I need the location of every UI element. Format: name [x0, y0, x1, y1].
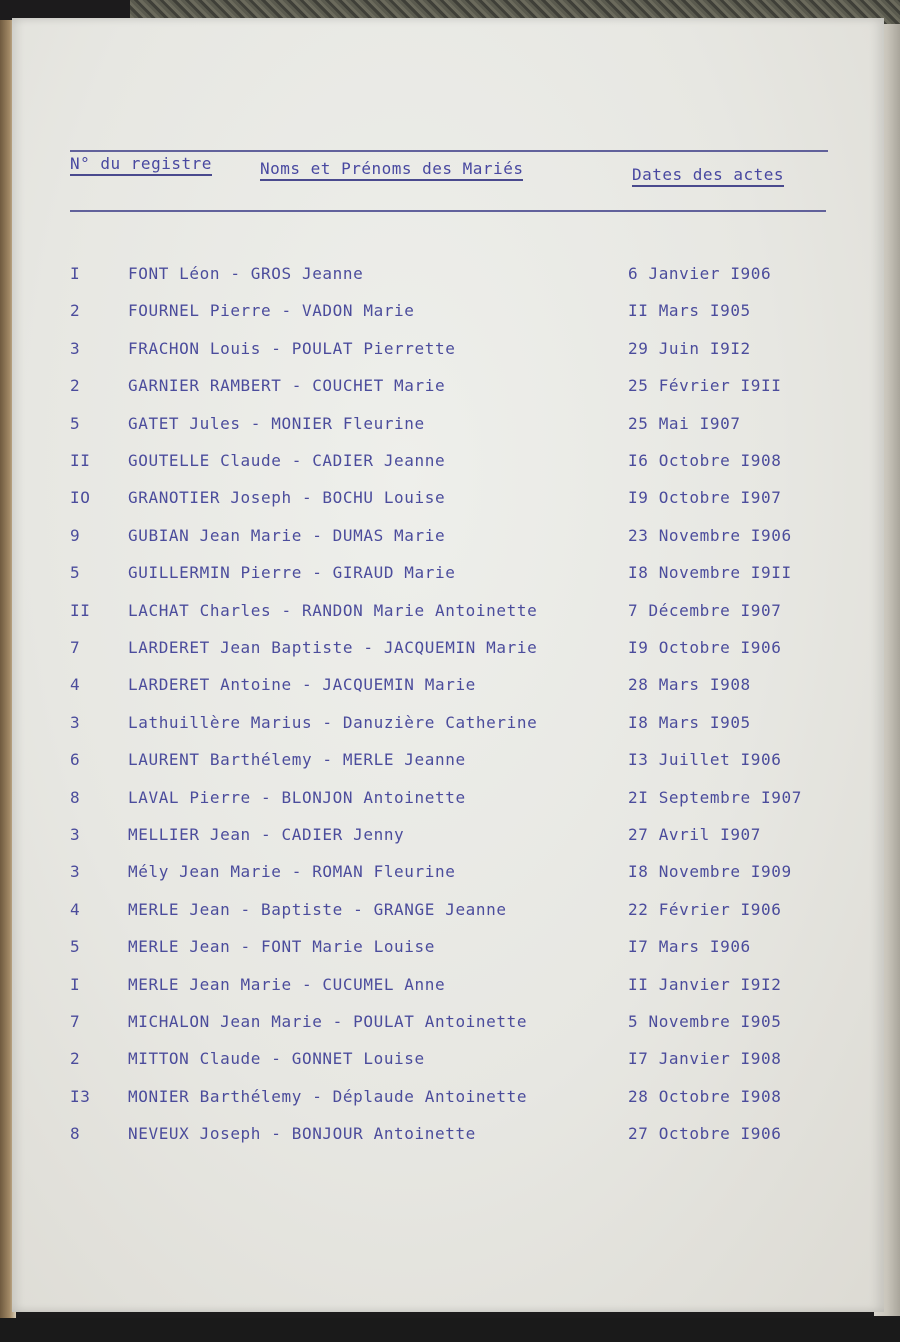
register-number: 2 — [70, 301, 81, 320]
register-row — [12, 264, 884, 294]
act-date: 29 Juin I9I2 — [628, 339, 751, 358]
spouse-names: MELLIER Jean - CADIER Jenny — [128, 825, 405, 844]
spouse-names: LAVAL Pierre - BLONJON Antoinette — [128, 788, 466, 807]
register-row — [12, 1087, 884, 1117]
act-date: I7 Mars I906 — [628, 937, 751, 956]
register-row — [12, 301, 884, 331]
act-date: I7 Janvier I908 — [628, 1049, 782, 1068]
register-number: 3 — [70, 339, 81, 358]
register-row — [12, 937, 884, 967]
header-dates: Dates des actes — [632, 165, 784, 187]
act-date: 25 Février I9II — [628, 376, 782, 395]
act-date: 5 Novembre I905 — [628, 1012, 782, 1031]
spouse-names: MITTON Claude - GONNET Louise — [128, 1049, 425, 1068]
spouse-names: LACHAT Charles - RANDON Marie Antoinette — [128, 601, 538, 620]
register-row — [12, 488, 884, 518]
register-row — [12, 526, 884, 556]
register-number: 3 — [70, 825, 81, 844]
header-bottom-rule — [70, 210, 826, 212]
register-row — [12, 750, 884, 780]
register-row — [12, 788, 884, 818]
act-date: 27 Octobre I906 — [628, 1124, 782, 1143]
spouse-names: GUILLERMIN Pierre - GIRAUD Marie — [128, 563, 456, 582]
act-date: 2I Septembre I907 — [628, 788, 802, 807]
register-row — [12, 563, 884, 593]
register-number: 5 — [70, 937, 81, 956]
register-number: 9 — [70, 526, 81, 545]
register-number: 7 — [70, 1012, 81, 1031]
spouse-names: MONIER Barthélemy - Déplaude Antoinette — [128, 1087, 528, 1106]
act-date: 25 Mai I907 — [628, 414, 741, 433]
register-row — [12, 862, 884, 892]
act-date: I8 Novembre I9II — [628, 563, 792, 582]
register-number: 5 — [70, 563, 81, 582]
spouse-names: GOUTELLE Claude - CADIER Jeanne — [128, 451, 446, 470]
register-row — [12, 1012, 884, 1042]
paper-sheet — [12, 18, 884, 1312]
register-number: 6 — [70, 750, 81, 769]
act-date: 28 Mars I908 — [628, 675, 751, 694]
register-number: IO — [70, 488, 91, 507]
act-date: I8 Novembre I909 — [628, 862, 792, 881]
register-number: 5 — [70, 414, 81, 433]
register-number: 4 — [70, 675, 81, 694]
register-row — [12, 1049, 884, 1079]
register-number: 3 — [70, 862, 81, 881]
register-row — [12, 339, 884, 369]
header-register-number: N° du registre — [70, 154, 212, 176]
register-number: 2 — [70, 376, 81, 395]
register-number: 8 — [70, 1124, 81, 1143]
register-row — [12, 638, 884, 668]
act-date: 27 Avril I907 — [628, 825, 762, 844]
register-number: II — [70, 601, 91, 620]
register-row — [12, 975, 884, 1005]
register-row — [12, 414, 884, 444]
register-number: 2 — [70, 1049, 81, 1068]
register-number: I — [70, 264, 81, 283]
register-row — [12, 825, 884, 855]
act-date: I3 Juillet I906 — [628, 750, 782, 769]
spouse-names: NEVEUX Joseph - BONJOUR Antoinette — [128, 1124, 476, 1143]
spouse-names: LAURENT Barthélemy - MERLE Jeanne — [128, 750, 466, 769]
spouse-names: FRACHON Louis - POULAT Pierrette — [128, 339, 456, 358]
act-date: II Janvier I9I2 — [628, 975, 782, 994]
register-number: 3 — [70, 713, 81, 732]
spouse-names: LARDERET Jean Baptiste - JACQUEMIN Marie — [128, 638, 538, 657]
spouse-names: MERLE Jean Marie - CUCUMEL Anne — [128, 975, 446, 994]
register-number: 8 — [70, 788, 81, 807]
register-row — [12, 376, 884, 406]
spouse-names: GARNIER RAMBERT - COUCHET Marie — [128, 376, 446, 395]
act-date: 7 Décembre I907 — [628, 601, 782, 620]
spouse-names: MERLE Jean - FONT Marie Louise — [128, 937, 435, 956]
register-number: I3 — [70, 1087, 91, 1106]
register-number: II — [70, 451, 91, 470]
register-row — [12, 713, 884, 743]
register-row — [12, 1124, 884, 1154]
spouse-names: FONT Léon - GROS Jeanne — [128, 264, 364, 283]
act-date: I6 Octobre I908 — [628, 451, 782, 470]
spouse-names: GUBIAN Jean Marie - DUMAS Marie — [128, 526, 446, 545]
act-date: 23 Novembre I906 — [628, 526, 792, 545]
register-number: I — [70, 975, 81, 994]
act-date: 28 Octobre I908 — [628, 1087, 782, 1106]
act-date: I9 Octobre I906 — [628, 638, 782, 657]
register-row — [12, 900, 884, 930]
spouse-names: GATET Jules - MONIER Fleurine — [128, 414, 425, 433]
spouse-names: Lathuillère Marius - Danuzière Catherine — [128, 713, 538, 732]
spouse-names: MICHALON Jean Marie - POULAT Antoinette — [128, 1012, 528, 1031]
act-date: I8 Mars I905 — [628, 713, 751, 732]
spouse-names: MERLE Jean - Baptiste - GRANGE Jeanne — [128, 900, 507, 919]
register-row — [12, 675, 884, 705]
spouse-names: Mély Jean Marie - ROMAN Fleurine — [128, 862, 456, 881]
register-number: 7 — [70, 638, 81, 657]
act-date: 6 Janvier I906 — [628, 264, 772, 283]
header-names: Noms et Prénoms des Mariés — [260, 159, 523, 181]
register-row — [12, 601, 884, 631]
act-date: II Mars I905 — [628, 301, 751, 320]
spouse-names: GRANOTIER Joseph - BOCHU Louise — [128, 488, 446, 507]
scan-bottom-border — [0, 1318, 900, 1342]
act-date: I9 Octobre I907 — [628, 488, 782, 507]
spouse-names: LARDERET Antoine - JACQUEMIN Marie — [128, 675, 476, 694]
spouse-names: FOURNEL Pierre - VADON Marie — [128, 301, 415, 320]
act-date: 22 Février I906 — [628, 900, 782, 919]
top-rule — [70, 150, 828, 152]
register-number: 4 — [70, 900, 81, 919]
register-row — [12, 451, 884, 481]
